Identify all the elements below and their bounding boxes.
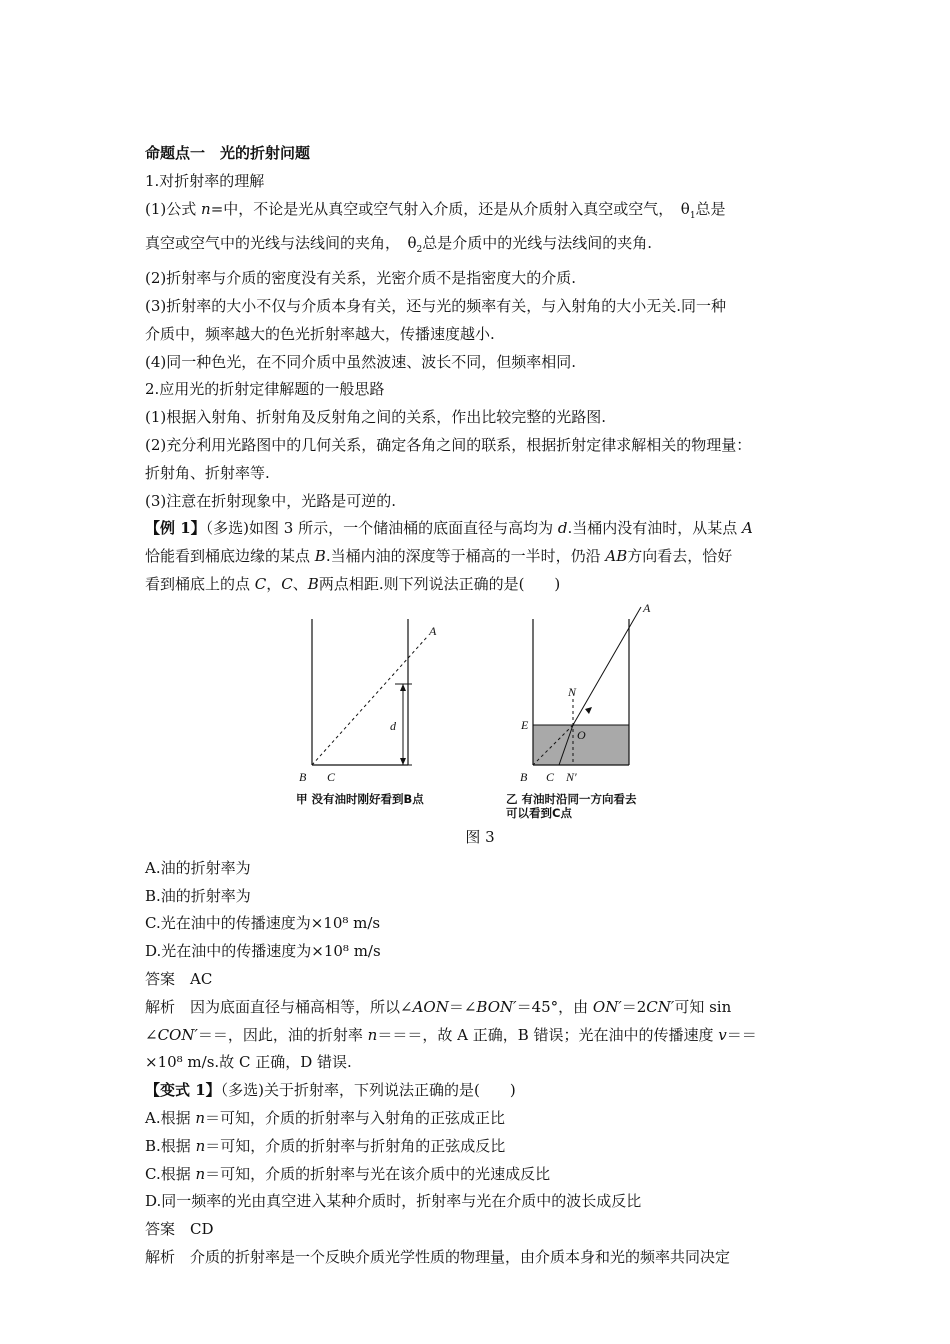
analysis-1-line-2: ∠CON′＝＝，因此，油的折射率 n＝＝＝，故 A 正确，B 错误；光在油中的传播速度 v＝＝ <box>145 1025 757 1044</box>
caption-left: 甲 没有油时刚好看到B点 <box>296 791 424 806</box>
analysis-1-line-3: ×10⁸ m/s.故 C 正确，D 错误. <box>145 1053 352 1072</box>
example-1-line-2: 恰能看到桶底边缘的某点 B.当桶内油的深度等于桶高的一半时，仍沿 AB方向看去，恰好 <box>145 547 733 566</box>
option-b: B.油的折射率为 <box>145 886 251 905</box>
option-d: D.光在油中的传播速度为×10⁸ m/s <box>145 942 381 961</box>
label-A-left: A <box>429 623 437 638</box>
label-d: d <box>390 718 396 733</box>
paragraph-10: (3)注意在折射现象中，光路是可逆的. <box>145 491 397 510</box>
variant-option-c: C.根据 n＝可知，介质的折射率与光在该介质中的光速成反比 <box>145 1164 551 1183</box>
label-B-right: B <box>520 769 528 784</box>
figure-label: 图 3 <box>465 827 495 846</box>
variant-1-question: 【变式 1】（多选)关于折射率，下列说法正确的是( ) <box>145 1081 516 1100</box>
document-page <box>145 140 815 1272</box>
paragraph-6: (4)同一种色光，在不同介质中虽然波速、波长不同，但频率相同. <box>145 352 577 371</box>
caption-right-2: 可以看到C点 <box>506 805 572 820</box>
variant-option-b: B.根据 n＝可知，介质的折射率与折射角的正弦成反比 <box>145 1136 506 1155</box>
label-C-left: C <box>327 769 336 784</box>
caption-right-1: 乙 有油时沿同一方向看去 <box>506 791 637 806</box>
paragraph-1: (1)公式 n=中，不论是光从真空或空气射入介质，还是从介质射入真空或空气， $\theta_1$总是 <box>145 199 726 221</box>
example-1-line-3: 看到桶底上的点 C，C、B两点相距.则下列说法正确的是( ) <box>145 574 561 593</box>
heading-2: 2.应用光的折射定律解题的一般思路 <box>145 380 385 399</box>
bucket-left <box>312 619 427 765</box>
label-C-right: C <box>546 769 555 784</box>
section-title: 命题点一 光的折射问题 <box>145 144 311 162</box>
label-N: N <box>568 684 577 699</box>
variant-option-d: D.同一频率的光由真空进入某种介质时，折射率与光在介质中的波长成反比 <box>145 1192 642 1211</box>
answer-1: 答案 AC <box>145 969 213 988</box>
paragraph-3: (2)折射率与介质的密度没有关系，光密介质不是指密度大的介质. <box>145 269 577 288</box>
heading-1: 1.对折射率的理解 <box>145 171 265 190</box>
bucket-right <box>533 607 641 765</box>
option-c: C.光在油中的传播速度为×10⁸ m/s <box>145 914 381 933</box>
label-E: E <box>521 717 529 732</box>
paragraph-4: (3)折射率的大小不仅与介质本身有关，还与光的频率有关，与入射角的大小无关.同一种 <box>145 296 727 315</box>
answer-2: 答案 CD <box>145 1220 214 1239</box>
paragraph-8: (2)充分利用光路图中的几何关系，确定各角之间的联系，根据折射定律求解相关的物理量： <box>145 435 752 454</box>
label-A-right: A <box>643 600 651 615</box>
label-O: O <box>577 727 586 742</box>
analysis-1-line-1: 解析 因为底面直径与桶高相等，所以∠AON＝∠BON′＝45°，由 ON′＝2CN′可知 sin <box>145 997 732 1016</box>
figure-3 <box>145 599 815 809</box>
variant-option-a: A.根据 n＝可知，介质的折射率与入射角的正弦成正比 <box>145 1108 506 1127</box>
option-a: A.油的折射率为 <box>145 858 251 877</box>
paragraph-7: (1)根据入射角、折射角及反射角之间的关系，作出比较完整的光路图. <box>145 408 607 427</box>
analysis-2: 解析 介质的折射率是一个反映介质光学性质的物理量，由介质本身和光的频率共同决定 <box>145 1247 731 1266</box>
label-B-left: B <box>299 769 307 784</box>
example-1-line-1: 【例 1】（多选)如图 3 所示，一个储油桶的底面直径与高均为 d.当桶内没有油时，从某点 A <box>145 519 753 538</box>
paragraph-9: 折射角、折射率等. <box>145 463 270 482</box>
label-N-prime: N′ <box>566 769 577 784</box>
paragraph-5: 介质中，频率越大的色光折射率越大，传播速度越小. <box>145 324 495 343</box>
figure-3-diagram <box>145 599 815 809</box>
paragraph-2: 真空或空气中的光线与法线间的夹角， $\theta_2$总是介质中的光线与法线间的夹角. <box>145 234 653 256</box>
